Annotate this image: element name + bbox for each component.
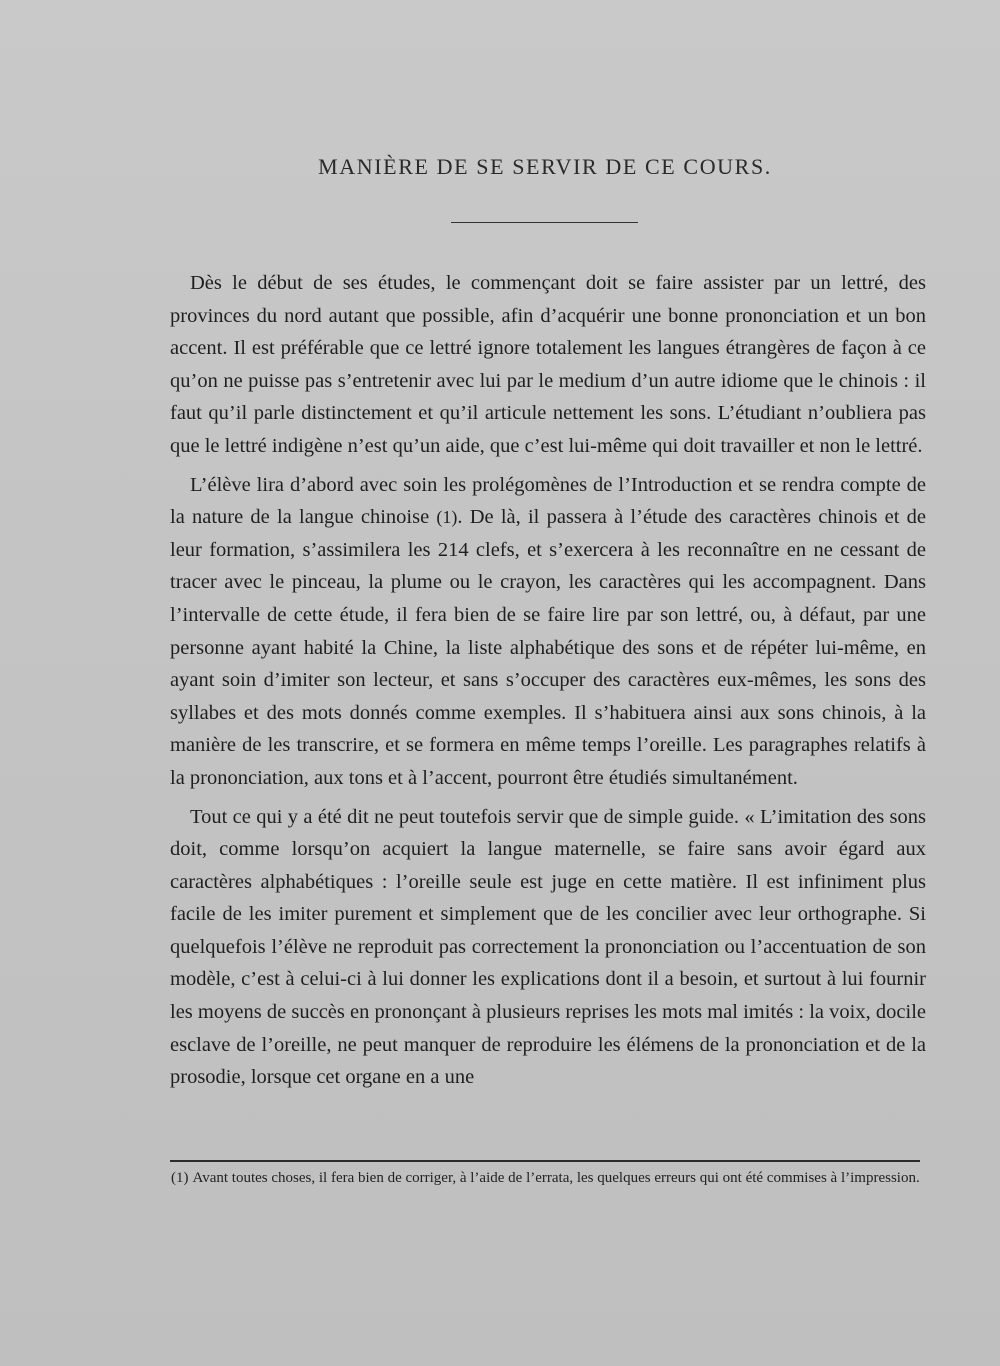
body-text [170, 267, 926, 1100]
paragraph-2-text-after: . De là, il passera à l’étude des caractères chinois et de leur formation, s’assimilera les 214 clefs, et s’exercera à les reconnaître en ne cessant de tracer avec le pinceau, la plume ou le crayon, les caractères qui les accompagnent. Dans l’intervalle de cette étude, il fera bien de se faire lire par son lettré, ou, à défaut, par une personne ayant habité la Chine, la liste alphabétique des sons et de répéter lui-même, en ayant soin d’imiter son lecteur, et sans s’occuper des caractères eux-mêmes, les sons des syllabes et des mots donnés comme exemples. Il s’habituera ainsi aux sons chinois, à la manière de les transcrire, et se formera en même temps l’oreille. Les paragraphes relatifs à la prononciation, aux tons et à l’accent, pourront être étudiés simultanément. [170, 506, 926, 789]
paragraph-3: Tout ce qui y a été dit ne peut toutefois servir que de simple guide. « L’imitation des sons doit, comme lorsqu’on acquiert la langue maternelle, se faire sans avoir égard aux caractères alphabétiques : l’oreille seule est juge en cette matière. Il est infiniment plus facile de les imiter purement et simplement que de les concilier avec leur orthographe. Si quelquefois l’élève ne reproduit pas correctement la prononciation ou l’accentuation de son modèle, c’est à celui-ci à lui donner les explications dont il a besoin, et surtout à lui fournir les moyens de succès en prononçant à plusieurs reprises les mots mal imités : la voix, docile esclave de l’oreille, ne peut manquer de reproduire les élémens de la prononciation et de la prosodie, lorsque cet organe en a une [170, 805, 926, 1089]
paragraph-2 [170, 469, 926, 795]
footnote-rule [170, 1160, 920, 1162]
paragraph-2-text-before: L’élève lira d’abord avec soin les prolégomènes de l’Introduction et se rendra compte de la nature de la langue chinoise [170, 473, 926, 529]
page-title: MANIÈRE DE SE SERVIR DE CE COURS. [318, 154, 772, 179]
footnote-marker: (1) [171, 1170, 189, 1186]
title-rule [451, 222, 638, 223]
footnote-reference: (1) [436, 507, 458, 528]
footnote [171, 1168, 923, 1188]
paragraph-1: Dès le début de ses études, le commençant doit se faire assister par un lettré, des provinces du nord autant que possible, afin d’acquérir une bonne prononciation et un bon accent. Il est préférable que ce lettré ignore totalement les langues étrangères de façon à ce qu’on ne puisse pas s’entretenir avec lui par le medium d’un autre idiome que le chinois : il faut qu’il parle distinctement et qu’il articule nettement les sons. L’étudiant n’oubliera pas que le lettré indigène n’est qu’un aide, que c’est lui-même qui doit travailler et non le lettré. [170, 272, 926, 457]
footnote-text: Avant toutes choses, il fera bien de corriger, à l’aide de l’errata, les quelques erreurs qui ont été commises à l’impression. [192, 1170, 920, 1186]
